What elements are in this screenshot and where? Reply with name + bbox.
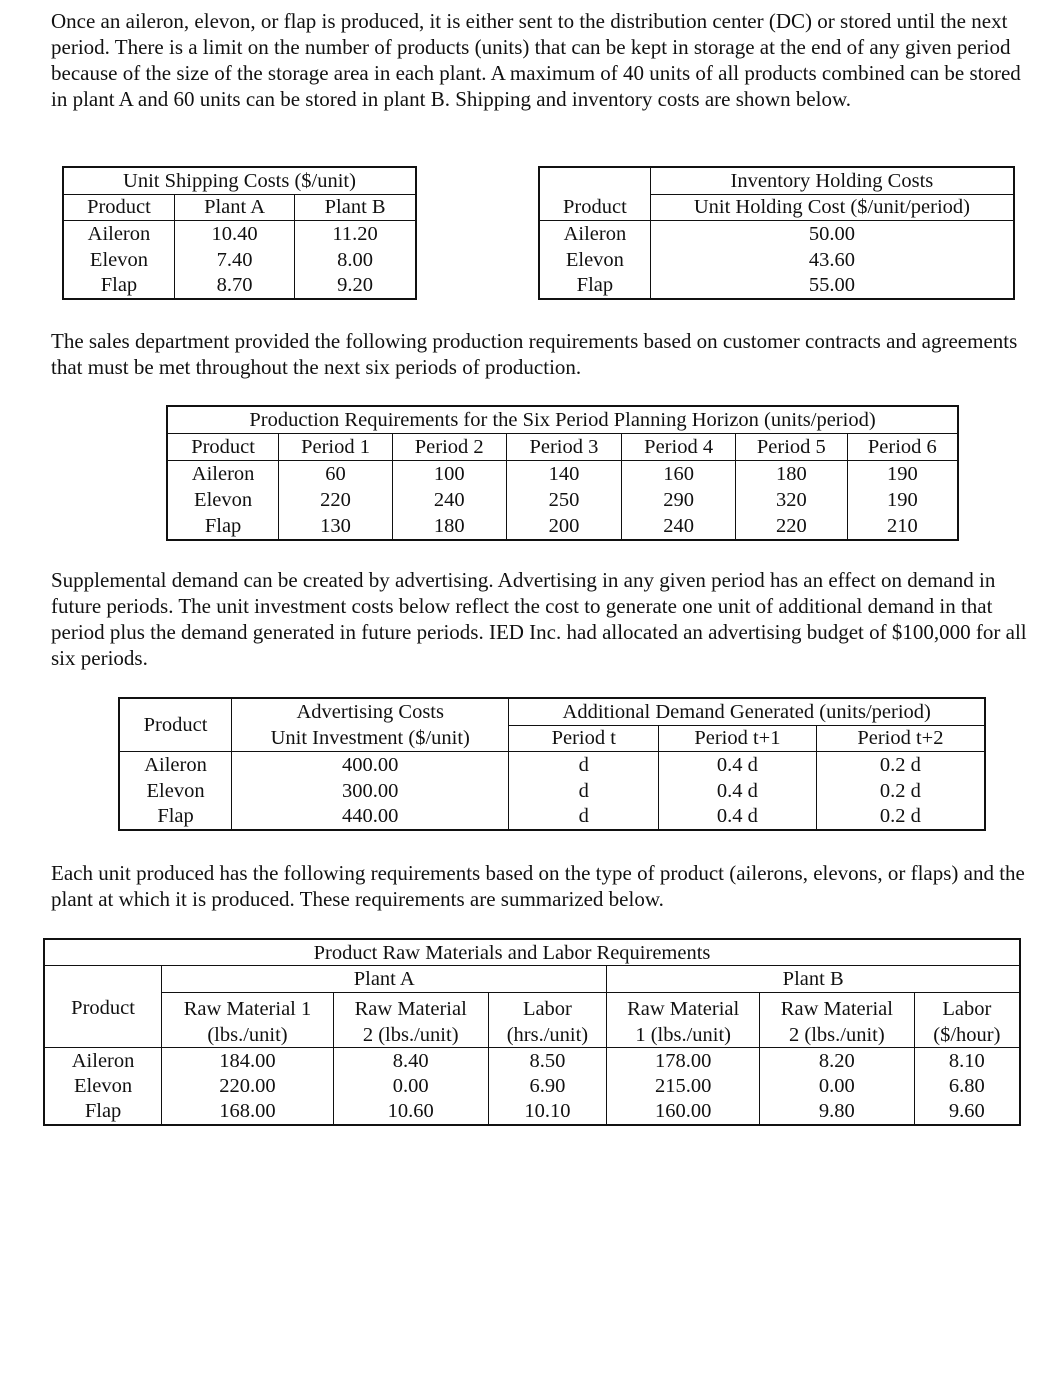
table-cell: 178.00 (607, 1048, 760, 1074)
table-row (63, 221, 416, 247)
column-header: ($/hour) (933, 1023, 1001, 1046)
table-cell: 10.40 (174, 221, 294, 247)
column-header: Period 4 (622, 434, 736, 461)
table-cell: 290 (622, 487, 736, 513)
table-cell: Elevon (119, 778, 232, 804)
table-title: Additional Demand Generated (units/period) (509, 698, 985, 725)
table-cell: d (509, 778, 659, 804)
table-cell: 0.4 d (659, 752, 817, 778)
table-cell: 8.10 (948, 1049, 985, 1072)
table-title: Advertising Costs (232, 698, 509, 725)
table-cell: 0.4 d (659, 778, 817, 804)
column-header: (hrs./unit) (488, 1022, 607, 1048)
sales-paragraph: The sales department provided the following production requirements based on customer contracts and agreements that must be met throughout the next six periods of production. (51, 329, 1018, 379)
table-cell: 240 (392, 487, 506, 513)
column-header: Product (539, 194, 650, 221)
table-row (44, 1073, 1020, 1098)
table-cell: 0.00 (760, 1073, 915, 1098)
table-cell: Elevon (44, 1073, 162, 1098)
table-cell: 100 (392, 461, 506, 487)
table-cell: Aileron (539, 221, 650, 247)
table-title: Unit Shipping Costs ($/unit) (123, 169, 356, 192)
table-cell: 210 (886, 514, 918, 537)
table-cell: 220.00 (162, 1073, 334, 1098)
column-header: 1 (lbs./unit) (607, 1022, 760, 1048)
table-cell: Aileron (167, 461, 279, 487)
table-row (119, 778, 985, 804)
table-cell: 8.40 (333, 1048, 488, 1074)
column-header: Period 2 (392, 434, 506, 461)
table-cell: d (509, 803, 659, 830)
table-cell: Flap (44, 1099, 162, 1125)
column-header: Period 6 (867, 436, 937, 459)
column-header: 2 (lbs./unit) (333, 1022, 488, 1048)
table-cell: 10.10 (488, 1099, 607, 1125)
materials-labor-table (43, 938, 1021, 1126)
column-header: Raw Material (333, 992, 488, 1022)
table-cell: Aileron (44, 1048, 162, 1074)
table-cell: 200 (506, 513, 622, 540)
table-cell: 220 (735, 513, 847, 540)
table-cell: 220 (279, 487, 393, 513)
table-cell: 440.00 (232, 803, 509, 830)
table-cell: 190 (886, 488, 918, 511)
table-cell: 240 (622, 513, 736, 540)
column-header: Product (167, 434, 279, 461)
table-cell: 320 (735, 487, 847, 513)
table-cell: Flap (119, 803, 232, 830)
advertising-table (118, 697, 986, 831)
table-cell: Elevon (63, 247, 174, 273)
requirements-paragraph: Each unit produced has the following requirements based on the type of product (ailerons, elevons, or flaps) and the plant at which it is produced. These requirements are summarized below. (51, 861, 1025, 911)
table-cell: 180 (735, 461, 847, 487)
table-row (167, 487, 958, 513)
table-cell: 9.20 (337, 274, 374, 297)
table-cell: 6.90 (488, 1073, 607, 1098)
table-cell: 50.00 (808, 223, 855, 246)
table-row (44, 1048, 1020, 1074)
table-cell: 9.60 (948, 1100, 985, 1123)
plant-a-header: Plant A (162, 966, 607, 992)
table-cell: Aileron (63, 221, 174, 247)
column-header: (lbs./unit) (162, 1022, 334, 1048)
table-cell: Flap (63, 272, 174, 299)
table-cell: 250 (506, 487, 622, 513)
table-cell: 43.60 (808, 248, 855, 271)
column-header: Period t (509, 725, 659, 752)
column-header: Period 1 (279, 434, 393, 461)
table-cell: 60 (279, 461, 393, 487)
plant-b-header: Plant B (607, 966, 1020, 992)
table-row (63, 272, 416, 299)
table-row (167, 513, 958, 540)
table-cell: 7.40 (174, 247, 294, 273)
table-row (539, 272, 1014, 299)
table-cell: 6.80 (948, 1075, 985, 1098)
table-cell: 8.50 (488, 1048, 607, 1074)
column-header: Period t+1 (659, 725, 817, 752)
column-header: 2 (lbs./unit) (760, 1022, 915, 1048)
table-cell: 10.60 (333, 1099, 488, 1125)
holding-costs-table (538, 166, 1015, 300)
table-cell: 168.00 (162, 1099, 334, 1125)
column-header: Product (44, 966, 162, 1048)
column-header: Period 5 (735, 434, 847, 461)
column-header: Plant A (174, 194, 294, 221)
table-cell: 180 (392, 513, 506, 540)
column-header: Labor (488, 992, 607, 1022)
column-header: Raw Material 1 (162, 992, 334, 1022)
intro-paragraph: Once an aileron, elevon, or flap is produced, it is either sent to the distribution center (DC) or stored until the next period. There is a limit on the number of products (units) that can be kept in storage at the end of any given period because of the size of the storage area in each plant. A maximum of 40 units of all products combined can be stored in plant A and 60 units can be stored in plant B. Shipping and inventory costs are shown below. (51, 9, 1021, 111)
table-cell: 160 (622, 461, 736, 487)
table-row (539, 221, 1014, 247)
table-cell: 8.20 (760, 1048, 915, 1074)
table-cell: Flap (167, 513, 279, 540)
column-header: Unit Holding Cost ($/unit/period) (693, 196, 970, 219)
table-row (167, 461, 958, 487)
column-header: Period 3 (506, 434, 622, 461)
table-row (539, 247, 1014, 273)
table-cell: 300.00 (232, 778, 509, 804)
table-row (119, 803, 985, 830)
table-cell: 140 (506, 461, 622, 487)
table-cell: 55.00 (808, 274, 855, 297)
table-row (63, 247, 416, 273)
table-cell: 400.00 (232, 752, 509, 778)
column-header: Period t+2 (857, 727, 944, 750)
column-header: Product (119, 698, 232, 752)
table-cell: 0.00 (333, 1073, 488, 1098)
table-row (44, 1099, 1020, 1125)
table-cell: 130 (279, 513, 393, 540)
table-cell: 190 (886, 463, 918, 486)
table-cell: 9.80 (760, 1099, 915, 1125)
table-title: Product Raw Materials and Labor Requirements (313, 941, 711, 964)
column-header: Raw Material (607, 992, 760, 1022)
table-cell: 0.4 d (659, 803, 817, 830)
column-header: Product (63, 194, 174, 221)
column-header: Raw Material (760, 992, 915, 1022)
table-cell: 184.00 (162, 1048, 334, 1074)
table-cell: 0.2 d (879, 805, 921, 828)
column-header: Plant B (324, 196, 386, 219)
column-header: Labor (942, 998, 992, 1021)
table-title: Production Requirements for the Six Period Planning Horizon (units/period) (249, 409, 876, 432)
table-cell: 215.00 (607, 1073, 760, 1098)
table-cell: 160.00 (607, 1099, 760, 1125)
advertising-paragraph: Supplemental demand can be created by advertising. Advertising in any given period has an effect on demand in future periods. The unit investment costs below reflect the cost to generate one unit of additional demand in that period plus the demand generated in future periods. IED Inc. had allocated an advertising budget of $100,000 for all six periods. (51, 568, 1027, 670)
table-cell: Aileron (119, 752, 232, 778)
shipping-costs-table (62, 166, 417, 300)
table-cell: 0.2 d (879, 754, 921, 777)
table-cell: 8.70 (174, 272, 294, 299)
table-title: Inventory Holding Costs (650, 167, 1014, 194)
table-cell: 11.20 (332, 223, 378, 246)
table-cell: Elevon (167, 487, 279, 513)
table-cell: d (509, 752, 659, 778)
table-cell: Elevon (539, 247, 650, 273)
production-requirements-table (166, 405, 959, 541)
table-cell: Flap (539, 272, 650, 299)
column-header: Unit Investment ($/unit) (232, 725, 509, 752)
table-cell: 0.2 d (879, 779, 921, 802)
table-row (119, 752, 985, 778)
table-cell: 8.00 (337, 248, 374, 271)
